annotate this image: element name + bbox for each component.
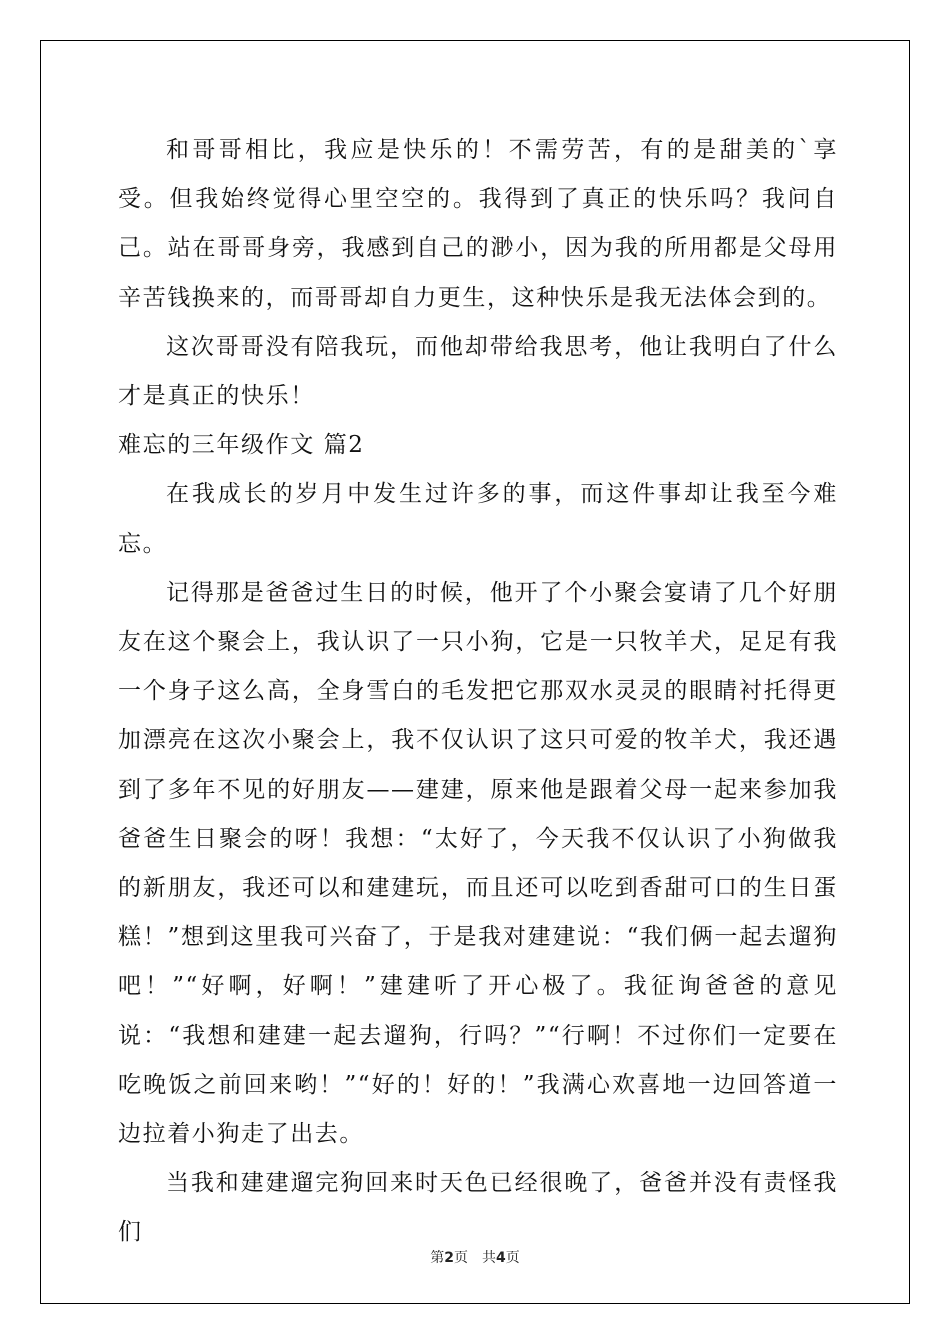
footer-mid: 页 共 bbox=[454, 1250, 496, 1266]
paragraph: 记得那是爸爸过生日的时候，他开了个小聚会宴请了几个好朋友在这个聚会上，我认识了一只小狗，它是一只牧羊犬，足足有我一个身子这么高，全身雪白的毛发把它那双水灵灵的眼睛衬托得更加漂亮在这次小聚会上，我不仅认识了这只可爱的牧羊犬，我还遇到了多年不见的好朋友——建建，原来他是跟着父母一起来参加我爸爸生日聚会的呀！我想：“太好了，今天我不仅认识了小狗做我的新朋友，我还可以和建建玩，而且还可以吃到香甜可口的生日蛋糕！”想到这里我可兴奋了，于是我对建建说：“我们俩一起去遛狗吧！”“好啊，好啊！”建建听了开心极了。我征询爸爸的意见说：“我想和建建一起去遛狗，行吗？”“行啊！不过你们一定要在吃晚饭之前回来哟！”“好的！好的！”我满心欢喜地一边回答道一边拉着小狗走了出去。 bbox=[118, 579, 838, 1148]
paragraph: 当我和建建遛完狗回来时天色已经很晚了，爸爸并没有责怪我们 bbox=[118, 1170, 838, 1246]
section-heading: 难忘的三年级作文 篇2 bbox=[118, 432, 365, 459]
paragraph: 和哥哥相比，我应是快乐的！不需劳苦，有的是甜美的`享受。但我始终觉得心里空空的。我得到了真正的快乐吗？我问自己。站在哥哥身旁，我感到自己的渺小，因为我的所用都是父母用辛苦钱换来的，而哥哥却自力更生，这种快乐是我无法体会到的。 bbox=[118, 137, 838, 311]
paragraph: 在我成长的岁月中发生过许多的事，而这件事却让我至今难忘。 bbox=[118, 481, 838, 557]
paragraph: 这次哥哥没有陪我玩，而他却带给我思考，他让我明白了什么才是真正的快乐！ bbox=[118, 333, 838, 410]
footer-prefix: 第 bbox=[430, 1250, 445, 1266]
footer-suffix: 页 bbox=[505, 1250, 520, 1266]
footer-total-pages: 4 bbox=[496, 1250, 506, 1266]
footer-page-number: 2 bbox=[444, 1250, 454, 1266]
page-footer bbox=[0, 1247, 950, 1267]
document-body bbox=[118, 126, 838, 1258]
